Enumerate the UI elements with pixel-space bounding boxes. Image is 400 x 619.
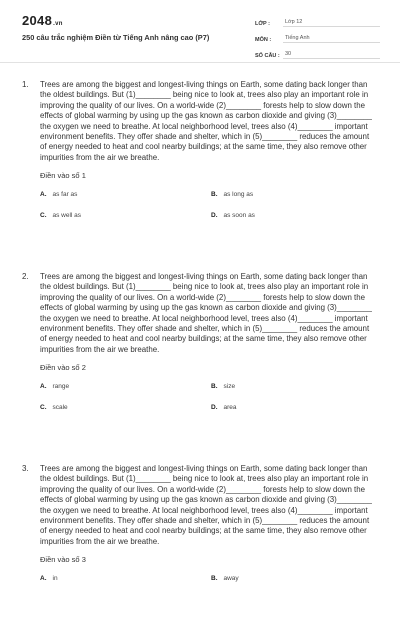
- answer-option-b[interactable]: [211, 383, 235, 390]
- meta-value: 30: [283, 51, 380, 59]
- answer-text: as far as: [52, 191, 78, 199]
- question-number: 3.: [22, 464, 29, 473]
- question-prompt: Điền vào số 3: [40, 555, 86, 565]
- answer-letter: B.: [211, 383, 218, 391]
- question-passage: Trees are among the biggest and longest-living things on Earth, some dating back longer than the oldest buildings. But (1)________ being nice to look at, trees also play an important role in improving the quality of our lives. On a world-wide (2)________ forests help to slow down the effects of global warming by using up the gas known as carbon dioxide and giving (3)________ the oxygen we need to breathe. At local neighborhood level, trees also (4)________ important environment benefits. They offer shade and shelter, which in (5)________ reduces the amount of energy needed to heat and cool nearby buildings; at the same time, they also remove other impurities from the air we breathe.: [40, 80, 372, 162]
- meta-label: LỚP :: [255, 21, 270, 27]
- question-prompt: Điền vào số 2: [40, 363, 86, 373]
- question-number: 2.: [22, 272, 29, 281]
- document-title: 250 câu trắc nghiệm Điền từ Tiếng Anh nâng cao (P7): [22, 33, 210, 42]
- answer-letter: C.: [40, 404, 47, 412]
- site-logo[interactable]: [22, 13, 63, 28]
- answer-option-c[interactable]: [40, 212, 81, 219]
- meta-row-class: [255, 13, 380, 27]
- question-1: [0, 80, 400, 272]
- answer-option-b[interactable]: [211, 575, 239, 582]
- question-2: [0, 272, 400, 464]
- answer-text: scale: [52, 404, 68, 412]
- meta-label: SỐ CÂU :: [255, 53, 280, 59]
- question-list: [0, 80, 400, 614]
- answer-options: [40, 383, 374, 427]
- meta-row-subject: [255, 29, 380, 43]
- answer-text: as soon as: [223, 212, 255, 220]
- answer-text: range: [52, 383, 70, 391]
- logo-text: 2048: [22, 13, 53, 28]
- answer-letter: A.: [40, 191, 47, 199]
- answer-letter: C.: [40, 212, 47, 220]
- answer-text: size: [223, 383, 236, 391]
- answer-letter: A.: [40, 383, 47, 391]
- answer-option-d[interactable]: [211, 212, 255, 219]
- answer-letter: B.: [211, 191, 218, 199]
- question-passage: Trees are among the biggest and longest-living things on Earth, some dating back longer than the oldest buildings. But (1)________ being nice to look at, trees also play an important role in improving the quality of our lives. On a world-wide (2)________ forests help to slow down the effects of global warming by using up the gas known as carbon dioxide and giving (3)________ the oxygen we need to breathe. At local neighborhood level, trees also (4)________ important environment benefits. They offer shade and shelter, which in (5)________ reduces the amount of energy needed to heat and cool nearby buildings; at the same time, they also remove other impurities from the air we breathe.: [40, 464, 372, 546]
- answer-option-d[interactable]: [211, 404, 237, 411]
- question-number: 1.: [22, 80, 29, 89]
- answer-letter: A.: [40, 575, 47, 583]
- question-passage: Trees are among the biggest and longest-living things on Earth, some dating back longer than the oldest buildings. But (1)________ being nice to look at, trees also play an important role in improving the quality of our lives. On a world-wide (2)________ forests help to slow down the effects of global warming by using up the gas known as carbon dioxide and giving (3)________ the oxygen we need to breathe. At local neighborhood level, trees also (4)________ important environment benefits. They offer shade and shelter, which in (5)________ reduces the amount of energy needed to heat and cool nearby buildings; at the same time, they also remove other impurities from the air we breathe.: [40, 272, 372, 354]
- page-header: [0, 0, 400, 63]
- answer-options: [40, 575, 374, 619]
- answer-text: as well as: [52, 212, 82, 220]
- answer-option-a[interactable]: [40, 575, 58, 582]
- question-3: [0, 464, 400, 614]
- answer-option-a[interactable]: [40, 383, 69, 390]
- meta-row-question-count: [255, 45, 380, 59]
- document-meta: [255, 13, 380, 61]
- answer-text: as long as: [223, 191, 254, 199]
- question-prompt: Điền vào số 1: [40, 171, 86, 181]
- answer-option-a[interactable]: [40, 191, 77, 198]
- answer-options: [40, 191, 374, 235]
- answer-text: away: [223, 575, 239, 583]
- meta-value: Lớp 12: [283, 19, 380, 27]
- logo-suffix: .vn: [53, 21, 63, 27]
- answer-letter: B.: [211, 575, 218, 583]
- answer-option-b[interactable]: [211, 191, 253, 198]
- answer-option-c[interactable]: [40, 404, 68, 411]
- answer-text: area: [223, 404, 237, 412]
- meta-value: Tiếng Anh: [283, 35, 380, 43]
- answer-text: in: [52, 575, 58, 583]
- meta-label: MÔN :: [255, 37, 272, 43]
- answer-letter: D.: [211, 404, 218, 412]
- answer-letter: D.: [211, 212, 218, 220]
